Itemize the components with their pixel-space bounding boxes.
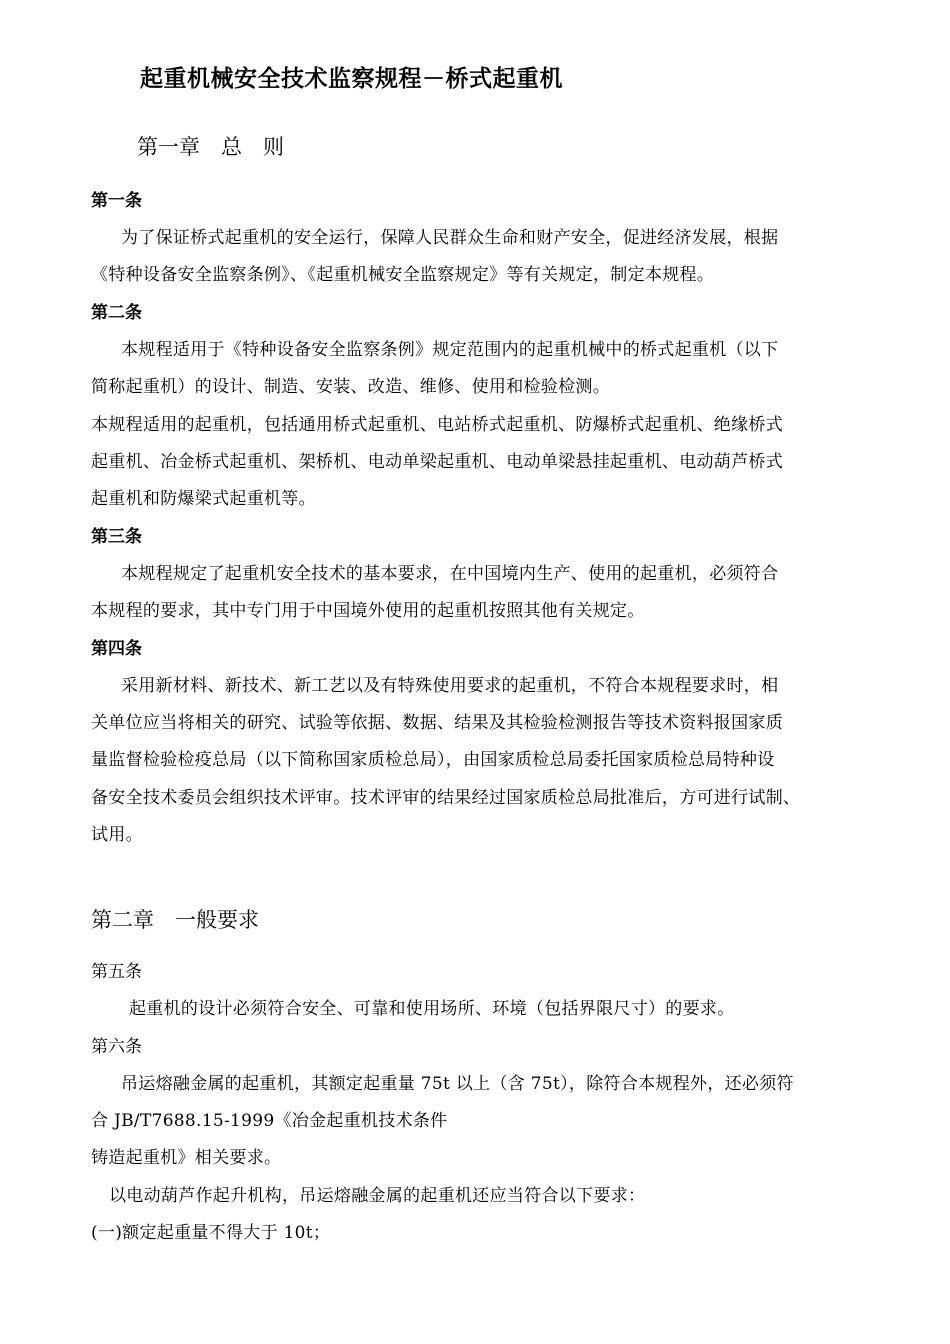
paragraph-line: 本规程适用的起重机，包括通用桥式起重机、电站桥式起重机、防爆桥式起重机、绝缘桥式 <box>91 415 783 435</box>
paragraph-line: 试用。 <box>91 825 143 845</box>
article-2-heading: 第二条 <box>91 303 142 323</box>
paragraph-line: 本规程适用于《特种设备安全监察条例》规定范围内的起重机械中的桥式起重机（以下 <box>121 340 779 360</box>
paragraph-line: 关单位应当将相关的研究、试验等依据、数据、结果及其检验检测报告等技术资料报国家质 <box>91 713 783 733</box>
paragraph-line: 采用新材料、新技术、新工艺以及有特殊使用要求的起重机，不符合本规程要求时，相 <box>121 676 779 696</box>
paragraph-line: 铸造起重机》相关要求。 <box>91 1148 282 1168</box>
document-title: 起重机械安全技术监察规程－桥式起重机 <box>140 66 563 92</box>
chapter-1-heading: 第一章 总 则 <box>137 135 284 159</box>
paragraph-line: 《特种设备安全监察条例》、《起重机械安全监察规定》等有关规定，制定本规程。 <box>91 265 715 285</box>
paragraph-line: 本规程的要求，其中专门用于中国境外使用的起重机按照其他有关规定。 <box>91 601 645 621</box>
list-item: (一)额定起重量不得大于 10t； <box>91 1223 331 1243</box>
paragraph-line: 吊运熔融金属的起重机，其额定起重量 75t 以上（含 75t），除符合本规程外，还必须符 <box>121 1074 794 1094</box>
article-4-heading: 第四条 <box>91 639 142 659</box>
paragraph-line: 简称起重机）的设计、制造、安装、改造、维修、使用和检验检测。 <box>91 377 610 397</box>
paragraph-line: 起重机、冶金桥式起重机、架桥机、电动单梁起重机、电动单梁悬挂起重机、电动葫芦桥式 <box>91 452 783 472</box>
paragraph-line: 为了保证桥式起重机的安全运行，保障人民群众生命和财产安全，促进经济发展，根据 <box>121 228 779 248</box>
paragraph-line: 备安全技术委员会组织技术评审。技术评审的结果经过国家质检总局批准后，方可进行试制、 <box>91 788 801 808</box>
article-6-heading: 第六条 <box>91 1037 142 1057</box>
article-3-heading: 第三条 <box>91 527 142 547</box>
article-1-heading: 第一条 <box>91 191 142 211</box>
paragraph-line: 以电动葫芦作起升机构，吊运熔融金属的起重机还应当符合以下要求： <box>109 1186 646 1206</box>
paragraph-line: 起重机的设计必须符合安全、可靠和使用场所、环境（包括界限尺寸）的要求。 <box>129 999 735 1019</box>
paragraph-line: 本规程规定了起重机安全技术的基本要求，在中国境内生产、使用的起重机，必须符合 <box>121 564 779 584</box>
paragraph-line: 合 JB/T7688.15-1999《冶金起重机技术条件 <box>91 1111 448 1131</box>
paragraph-line: 起重机和防爆梁式起重机等。 <box>91 489 316 509</box>
chapter-2-heading: 第二章 一般要求 <box>91 908 259 932</box>
paragraph-line: 量监督检验检疫总局（以下简称国家质检总局），由国家质检总局委托国家质检总局特种设 <box>91 750 775 770</box>
article-5-heading: 第五条 <box>91 962 142 982</box>
